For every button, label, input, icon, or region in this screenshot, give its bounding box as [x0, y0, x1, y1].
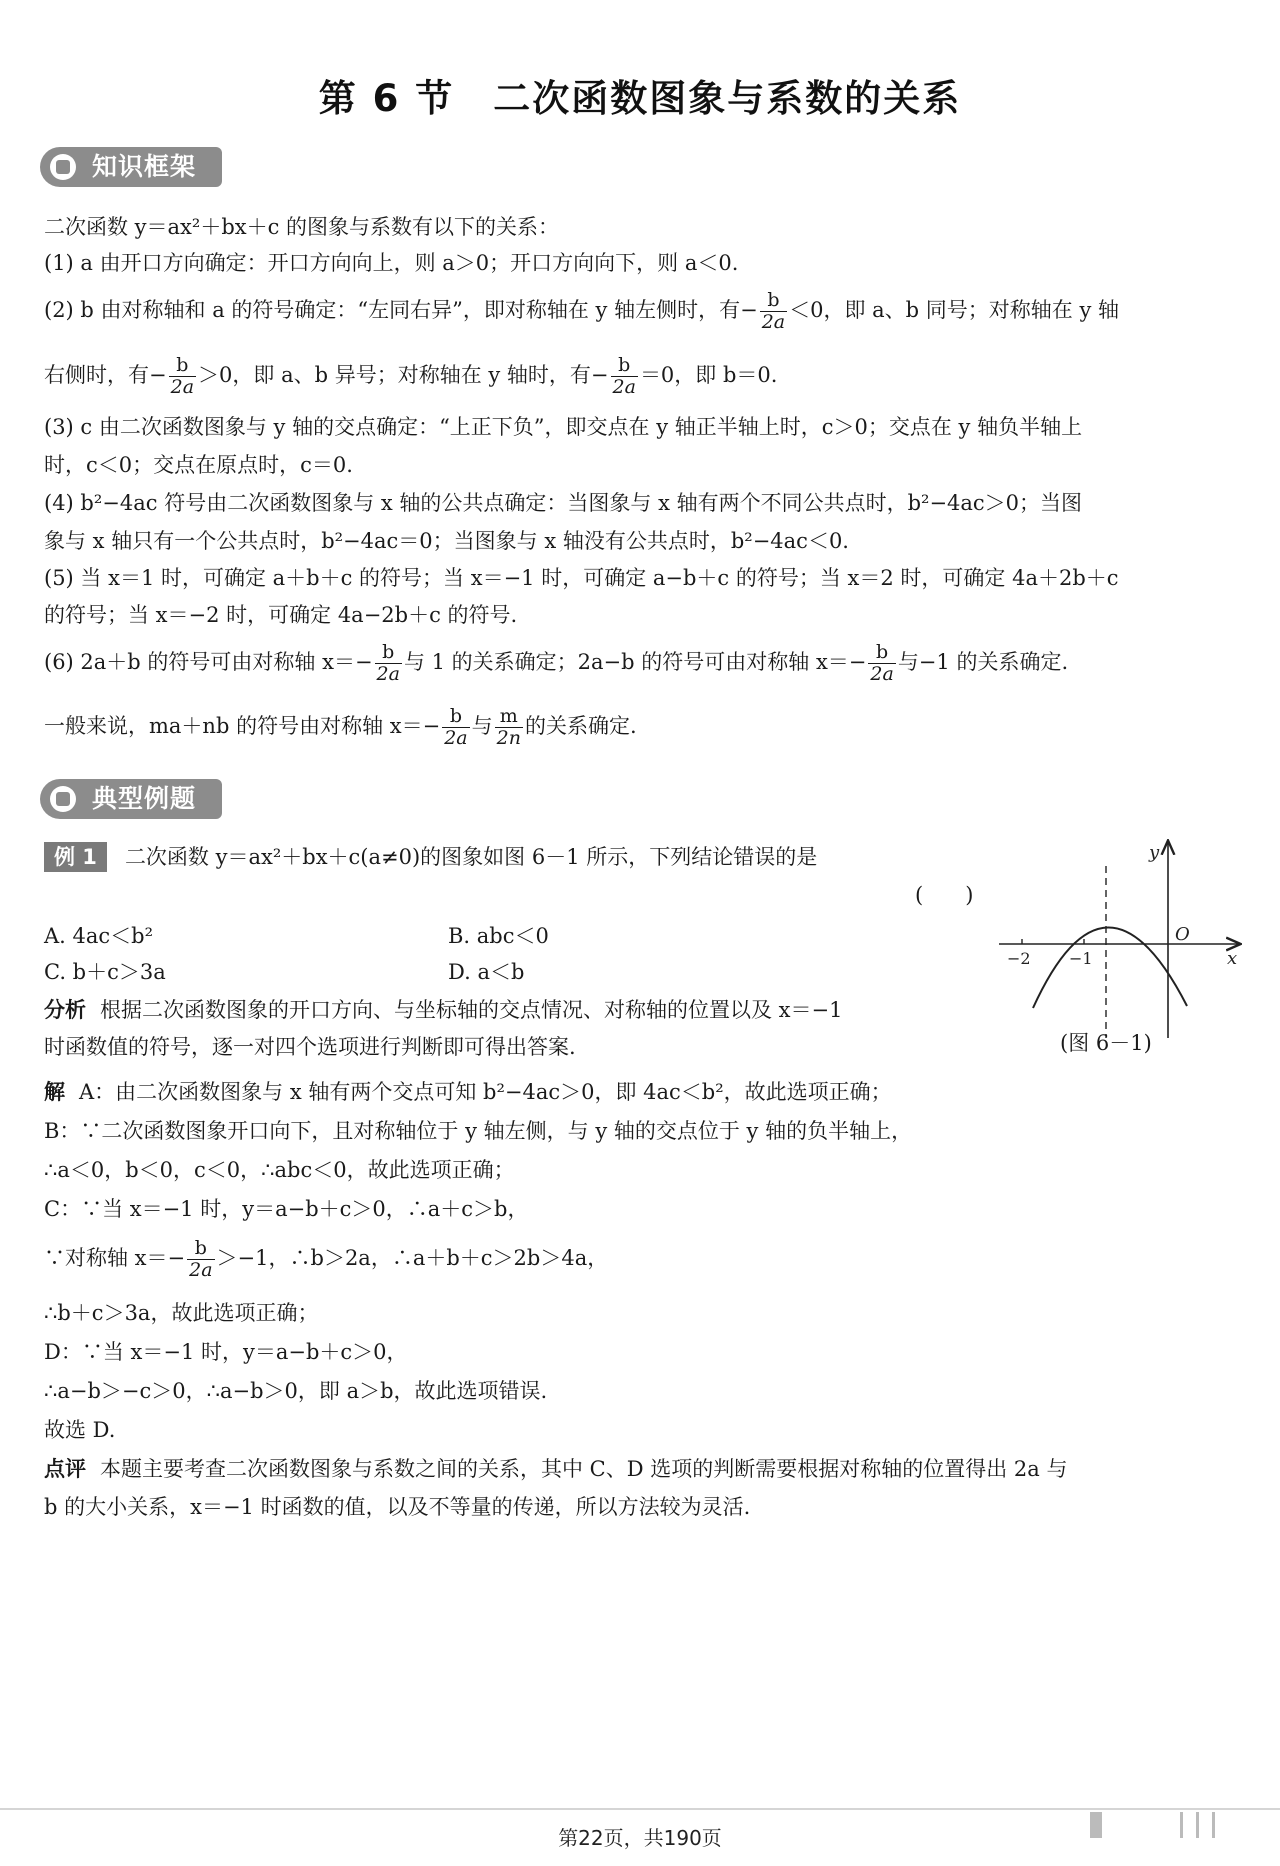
book-icon	[50, 154, 76, 180]
x-axis-label: x	[1227, 948, 1238, 969]
section-tag-knowledge	[40, 147, 222, 187]
section-tag-label: 典型例题	[92, 784, 197, 813]
text: 与	[471, 714, 493, 738]
lightbulb-icon	[50, 786, 76, 812]
numerator: b	[760, 290, 787, 312]
rule-2-line-2	[44, 355, 1244, 398]
rule-1: (1) a 由开口方向确定：开口方向向上，则 a＞0；开口方向向下，则 a＜0.	[44, 251, 739, 275]
rule-2-line-1	[44, 290, 1244, 333]
example-label: 例 1	[44, 842, 107, 872]
denominator: 2n	[496, 727, 521, 749]
text: 右侧时，有−	[44, 363, 167, 387]
solution-label: 解	[44, 1080, 65, 1104]
review-line-1	[44, 1454, 1244, 1484]
example-question: 二次函数 y＝ax²＋bx＋c(a≠0)的图象如图 6－1 所示，下列结论错误的是	[124, 845, 818, 869]
solution-c-3: ∴b＋c＞3a，故此选项正确；	[44, 1301, 319, 1325]
analysis-line-2: 时函数值的符号，逐一对四个选项进行判断即可得出答案.	[44, 1035, 576, 1059]
numerator: b	[169, 355, 196, 377]
text: (2) b 由对称轴和 a 的符号确定：“左同右异”，即对称轴在 y 轴左侧时，有−	[44, 298, 758, 322]
text: (6) 2a＋b 的符号可由对称轴 x＝−	[44, 650, 373, 674]
intro-line: 二次函数 y＝ax²＋bx＋c 的图象与系数有以下的关系：	[44, 215, 560, 239]
text: A：由二次函数图象与 x 轴有两个交点可知 b²−4ac＞0，即 4ac＜b²，故此选项正确；	[79, 1080, 892, 1104]
rule-6-line-2	[44, 706, 1244, 749]
text: 与 1 的关系确定；2a−b 的符号可由对称轴 x＝−	[403, 650, 867, 674]
parabola-figure	[995, 838, 1245, 1058]
parabola-curve	[1033, 927, 1187, 1008]
answer-blank: ( )	[915, 883, 974, 907]
section-tag-label: 知识框架	[92, 152, 197, 181]
rule-4-line-2: 象与 x 轴只有一个公共点时，b²−4ac＝0；当图象与 x 轴没有公共点时，b²−4ac＜0.	[44, 529, 849, 553]
fraction	[187, 1238, 214, 1281]
fraction	[495, 706, 523, 749]
fraction	[611, 355, 638, 398]
fraction	[760, 290, 787, 333]
solution-a	[44, 1077, 1244, 1107]
fraction	[868, 642, 895, 685]
option-b: B. abc＜0	[448, 924, 549, 948]
denominator: 2a	[870, 663, 894, 685]
page-title: 第 6 节 二次函数图象与系数的关系	[318, 77, 962, 120]
option-a: A. 4ac＜b²	[44, 924, 154, 948]
rule-5-line-1: (5) 当 x＝1 时，可确定 a＋b＋c 的符号；当 x＝−1 时，可确定 a−b＋c 的符号；当 x＝2 时，可确定 4a＋2b＋c	[44, 566, 1119, 590]
y-axis-label: y	[1149, 842, 1160, 863]
text: 与−1 的关系确定.	[897, 650, 1069, 674]
denominator: 2a	[376, 663, 400, 685]
rule-5-line-2: 的符号；当 x＝−2 时，可确定 4a−2b＋c 的符号.	[44, 603, 518, 627]
numerator: b	[187, 1238, 214, 1260]
analysis-line-1	[44, 995, 1004, 1025]
analysis-label: 分析	[44, 998, 86, 1022]
option-d: D. a＜b	[448, 960, 525, 984]
numerator: m	[495, 706, 523, 728]
origin-label: O	[1175, 924, 1190, 945]
fraction	[375, 642, 402, 685]
rule-6-line-1	[44, 642, 1244, 685]
option-c: C. b＋c＞3a	[44, 960, 166, 984]
numerator: b	[442, 706, 469, 728]
denominator: 2a	[170, 376, 195, 398]
tick-label-minus-1: −1	[1069, 949, 1093, 968]
denominator: 2a	[189, 1259, 213, 1281]
solution-c-1: C：∵当 x＝−1 时，y＝a−b＋c＞0，∴a＋c＞b，	[44, 1197, 529, 1221]
rule-4-line-1: (4) b²−4ac 符号由二次函数图象与 x 轴的公共点确定：当图象与 x 轴有两个不同公共点时，b²−4ac＞0；当图	[44, 491, 1083, 515]
text: ∵对称轴 x＝−	[44, 1246, 186, 1270]
text: ＞0，即 a、b 异号；对称轴在 y 轴时，有−	[198, 363, 609, 387]
rule-3-line-1: (3) c 由二次函数图象与 y 轴的交点确定：“上正下负”，即交点在 y 轴正半轴上时，c＞0；交点在 y 轴负半轴上	[44, 415, 1083, 439]
text: 的关系确定.	[524, 714, 637, 738]
numerator: b	[611, 355, 638, 377]
example-stem	[44, 842, 944, 872]
rule-3-line-2: 时，c＜0；交点在原点时，c＝0.	[44, 453, 353, 477]
solution-d-2: ∴a−b＞−c＞0，∴a−b＞0，即 a＞b，故此选项错误.	[44, 1379, 548, 1403]
solution-b-2: ∴a＜0，b＜0，c＜0，∴abc＜0，故此选项正确；	[44, 1158, 515, 1182]
text: 一般来说，ma＋nb 的符号由对称轴 x＝−	[44, 714, 441, 738]
text: 本题主要考查二次函数图象与系数之间的关系，其中 C、D 选项的判断需要根据对称轴的位置得出 2a 与	[100, 1457, 1068, 1481]
review-line-2: b 的大小关系，x＝−1 时函数的值，以及不等量的传递，所以方法较为灵活.	[44, 1495, 751, 1519]
text: ＜0，即 a、b 同号；对称轴在 y 轴	[789, 298, 1120, 322]
denominator: 2a	[761, 311, 786, 333]
numerator: b	[375, 642, 402, 664]
figure-caption: (图 6－1)	[1060, 1031, 1152, 1055]
fraction	[442, 706, 469, 749]
solution-c-2	[44, 1238, 1244, 1281]
page-number: 第22页，共190页	[558, 1826, 722, 1850]
page-divider	[0, 1808, 1280, 1810]
solution-d-1: D：∵当 x＝−1 时，y＝a−b＋c＞0，	[44, 1340, 408, 1364]
text: ＝0，即 b＝0.	[639, 363, 778, 387]
numerator: b	[868, 642, 895, 664]
tick-label-minus-2: −2	[1007, 949, 1031, 968]
final-choice: 故选 D.	[44, 1418, 116, 1442]
denominator: 2a	[612, 376, 636, 398]
fraction	[169, 355, 196, 398]
review-label: 点评	[44, 1457, 86, 1481]
solution-b-1: B：∵二次函数图象开口向下，且对称轴位于 y 轴左侧，与 y 轴的交点位于 y 轴的负半轴上，	[44, 1119, 913, 1143]
denominator: 2a	[444, 727, 468, 749]
text: ＞−1，∴b＞2a，∴a＋b＋c＞2b＞4a，	[216, 1246, 609, 1270]
section-tag-examples	[40, 779, 222, 819]
text: 根据二次函数图象的开口方向、与坐标轴的交点情况、对称轴的位置以及 x＝−1	[100, 998, 843, 1022]
